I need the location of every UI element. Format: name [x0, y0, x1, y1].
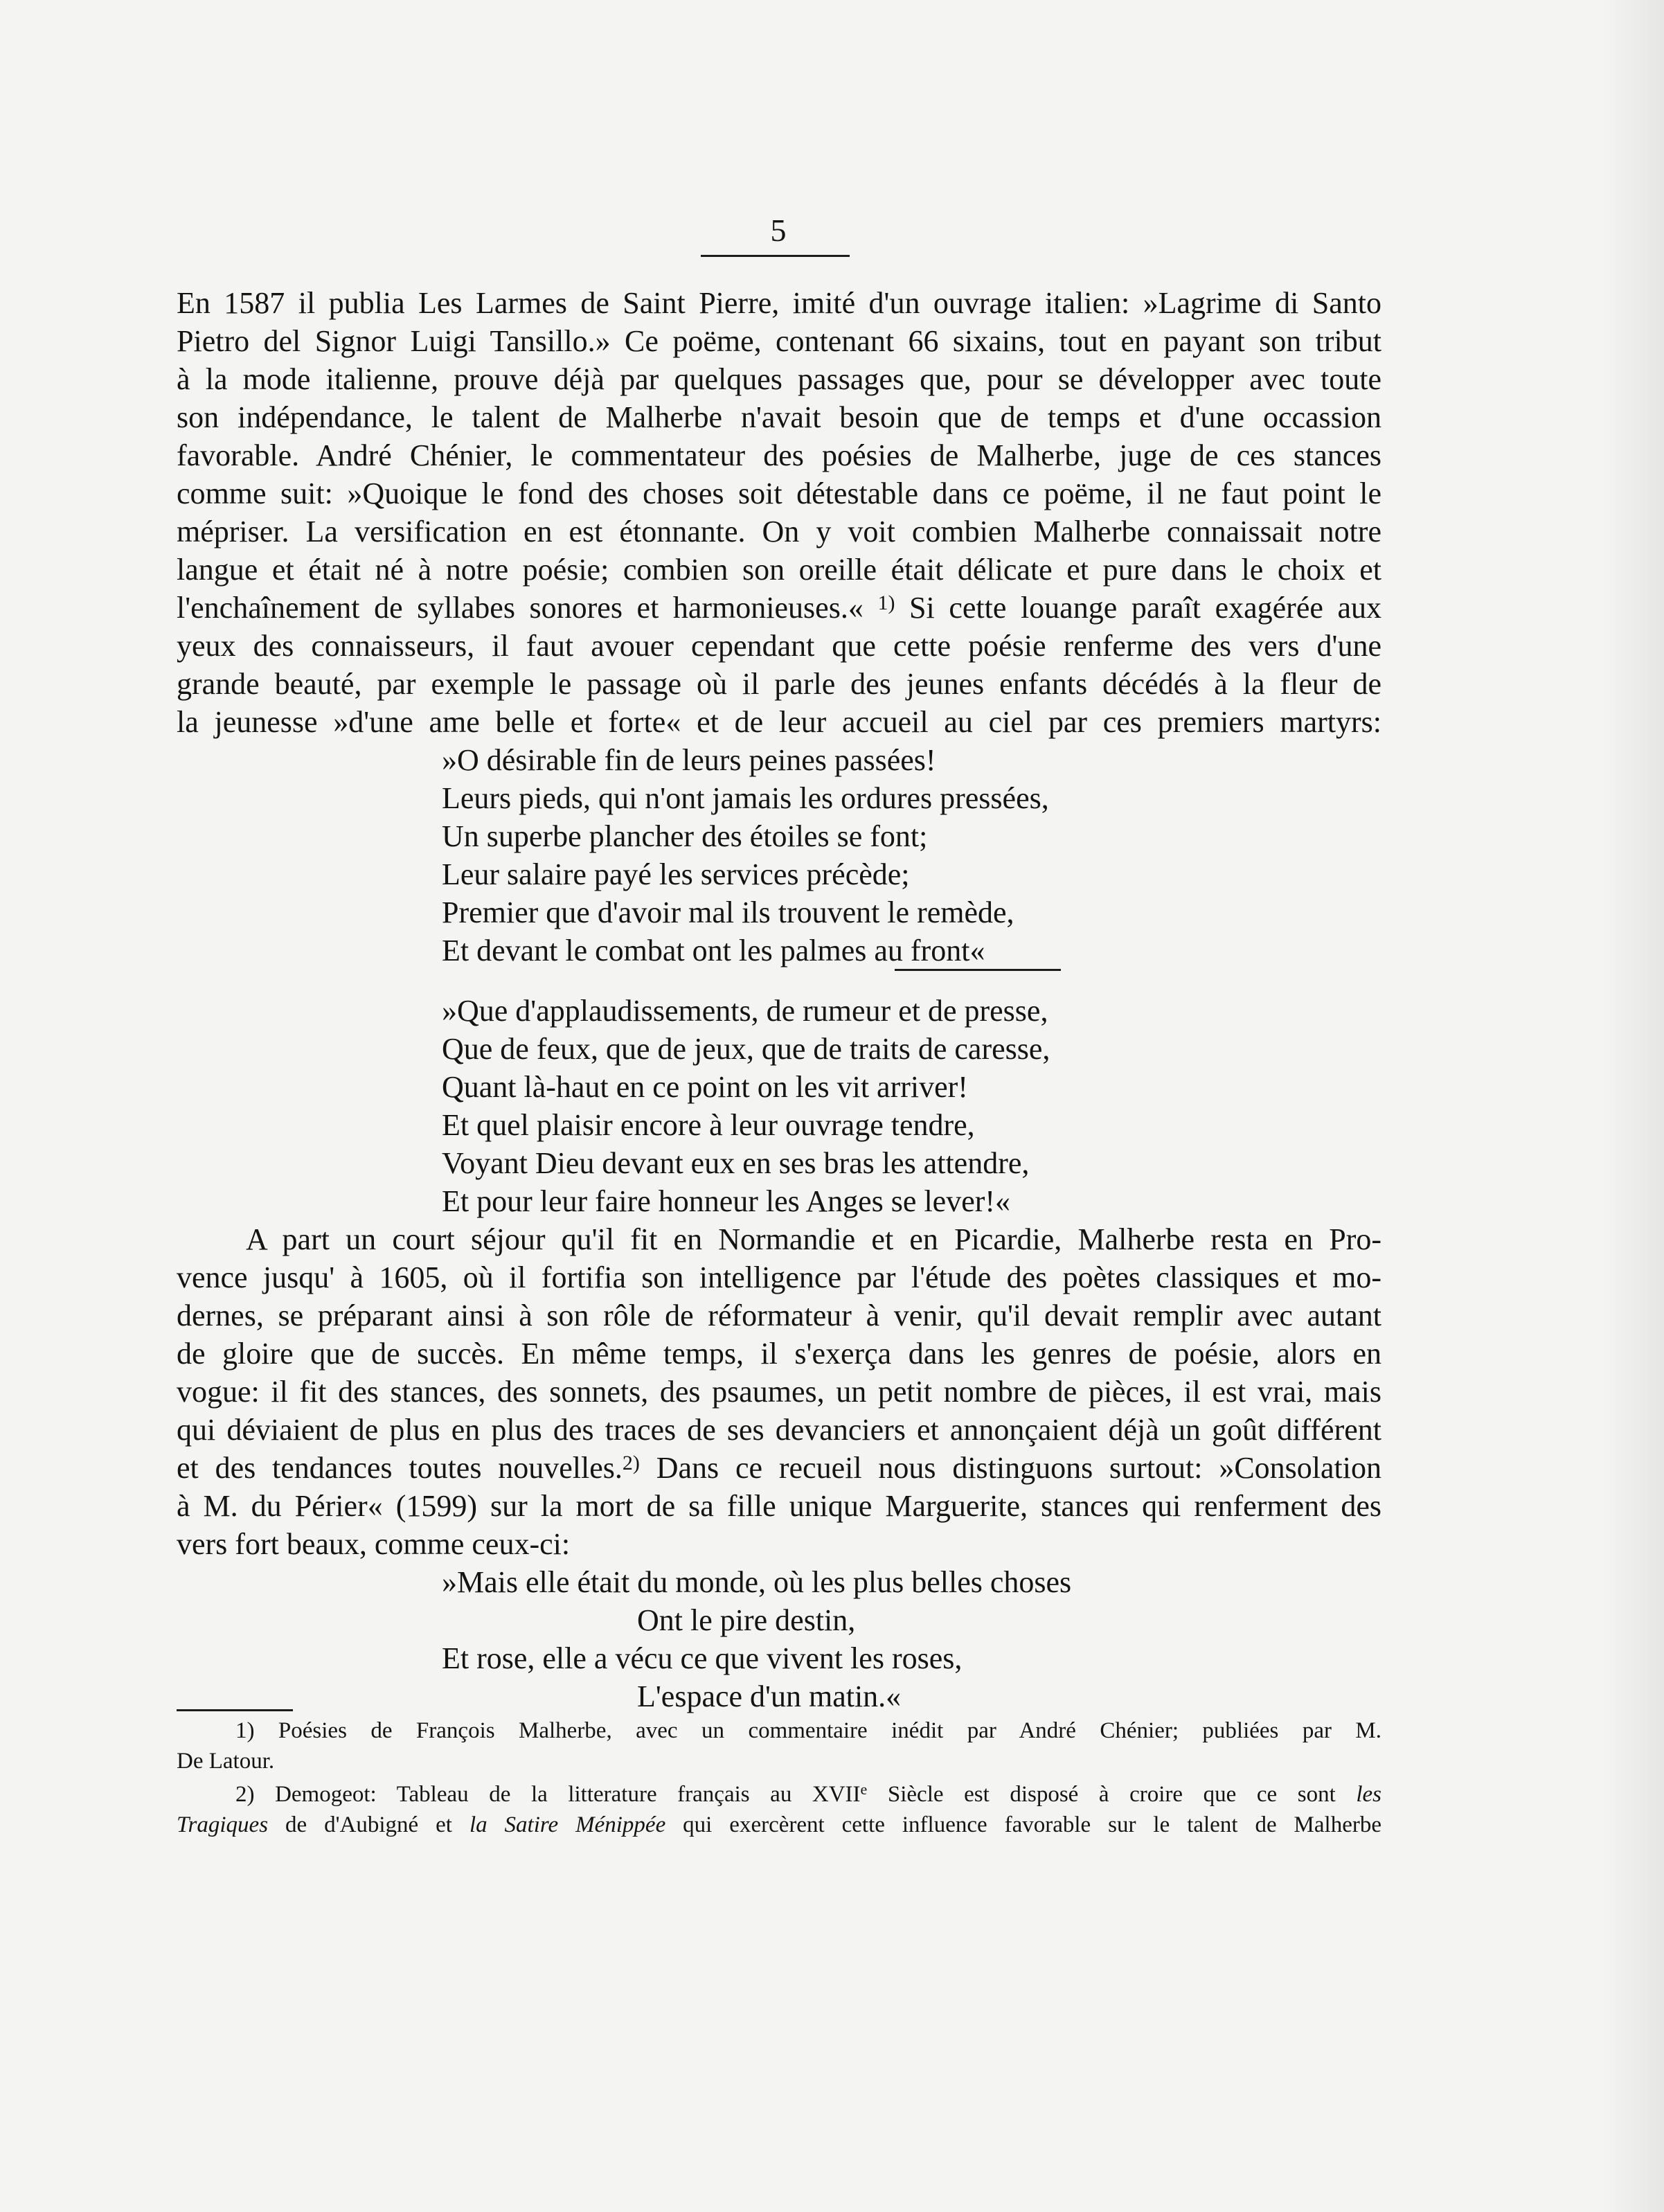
- paragraph-1-line: yeux des connaisseurs, il faut avouer cependant que cette poésie renferme des vers d'une: [177, 629, 1381, 663]
- page-edge-shadow: [1602, 0, 1664, 2212]
- paragraph-1-line: langue et était né à notre poésie; combien son oreille était délicate et pure dans le choix et: [177, 553, 1381, 587]
- footnote-2-line: [177, 1810, 1381, 1839]
- stanza-2-line: »Que d'applaudissements, de rumeur et de presse,: [442, 994, 1048, 1028]
- paragraph-1-line: favorable. André Chénier, le commentateur des poésies de Malherbe, juge de ces stances: [177, 438, 1381, 472]
- paragraph-1-line: En 1587 il publia Les Larmes de Saint Pierre, imité d'un ouvrage italien: »Lagrime di Santo: [177, 286, 1381, 320]
- footnote-1-line: De Latour.: [177, 1749, 275, 1774]
- stanza-2-line: Voyant Dieu devant eux en ses bras les attendre,: [442, 1146, 1030, 1180]
- paragraph-2-text: et des tendances toutes nouvelles.: [177, 1451, 623, 1485]
- stanza-1-line: Premier que d'avoir mal ils trouvent le remède,: [442, 895, 1014, 929]
- footnote-2-text: 2) Demogeot: Tableau de la litterature français au XVII: [235, 1782, 861, 1807]
- paragraph-1-line: mépriser. La versification en est étonnante. On y voit combien Malherbe connaissait notre: [177, 515, 1381, 548]
- paragraph-2-line: A part un court séjour qu'il fit en Normandie et en Picardie, Malherbe resta en Pro-: [246, 1222, 1381, 1256]
- footnote-1-line: 1) Poésies de François Malherbe, avec un commentaire inédit par André Chénier; publiées par M.: [235, 1718, 1381, 1743]
- footnote-rule: [177, 1709, 293, 1711]
- paragraph-1-line: la jeunesse »d'une ame belle et forte« et de leur accueil au ciel par ces premiers martyrs:: [177, 705, 1381, 739]
- paragraph-2-line: dernes, se préparant ainsi à son rôle de réformateur à venir, qu'il devait remplir avec autant: [177, 1299, 1381, 1332]
- paragraph-1-text: Si cette louange paraît exagérée aux: [895, 591, 1381, 625]
- paragraph-1-line: son indépendance, le talent de Malherbe n'avait besoin que de temps et d'une occassion: [177, 400, 1381, 434]
- page-number: 5: [770, 213, 787, 248]
- footnote-ref-1: 1): [877, 591, 895, 614]
- stanza-2-line: Que de feux, que de jeux, que de traits de caresse,: [442, 1032, 1050, 1066]
- page-number-rule: [701, 255, 850, 257]
- stanza-3-line: Ont le pire destin,: [637, 1603, 856, 1637]
- footnote-2-italic: Tragiques: [177, 1812, 269, 1837]
- footnote-ref-2: 2): [622, 1452, 640, 1474]
- paragraph-1-line: comme suit: »Quoique le fond des choses soit détestable dans ce poëme, il ne faut point le: [177, 476, 1381, 510]
- paragraph-2-line: à M. du Périer« (1599) sur la mort de sa fille unique Marguerite, stances qui renferment des: [177, 1489, 1381, 1523]
- stanza-1-line: »O désirable fin de leurs peines passées!: [442, 743, 936, 777]
- paragraph-2-text: Dans ce recueil nous distinguons surtout: »Consolation: [639, 1451, 1382, 1485]
- footnote-2-line: [235, 1780, 1381, 1809]
- footnote-2-italic: les: [1356, 1782, 1381, 1807]
- stanza-3-line: L'espace d'un matin.«: [637, 1679, 902, 1713]
- stanza-1-line: Leur salaire payé les services précède;: [442, 857, 910, 891]
- paragraph-2-line: qui déviaient de plus en plus des traces de ses devanciers et annonçaient déjà un goût différent: [177, 1413, 1381, 1447]
- stanza-3-line: Et rose, elle a vécu ce que vivent les roses,: [442, 1641, 963, 1675]
- paragraph-2-line-with-note: [177, 1450, 1381, 1487]
- footnote-2-text: qui exercèrent cette influence favorable sur le talent de Malherbe: [665, 1812, 1381, 1837]
- paragraph-2-line: de gloire que de succès. En même temps, il s'exerça dans les genres de poésie, alors en: [177, 1337, 1381, 1371]
- stanza-2-line: Et pour leur faire honneur les Anges se lever!«: [442, 1184, 1011, 1218]
- paragraph-1-text: l'enchaînement de syllabes sonores et harmonieuses.«: [177, 591, 878, 625]
- stanza-1-line: Un superbe plancher des étoiles se font;: [442, 819, 928, 853]
- paragraph-2-line: vogue: il fit des stances, des sonnets, des psaumes, un petit nombre de pièces, il est vrai, mais: [177, 1375, 1381, 1409]
- paragraph-2-line: vers fort beaux, comme ceux-ci:: [177, 1527, 571, 1561]
- paragraph-1-line: grande beauté, par exemple le passage où il parle des jeunes enfants décédés à la fleur de: [177, 667, 1381, 701]
- footnote-2-text: Siècle est disposé à croire que ce sont: [867, 1782, 1357, 1807]
- paragraph-1-line-with-note: [177, 589, 1381, 627]
- stanza-separator-rule: [895, 969, 1061, 971]
- stanza-2-line: Et quel plaisir encore à leur ouvrage tendre,: [442, 1108, 975, 1142]
- footnote-2-superscript: e: [860, 1781, 868, 1798]
- footnote-2-italic: la Satire Ménippée: [469, 1812, 666, 1837]
- footnote-2-text: de d'Aubigné et: [268, 1812, 469, 1837]
- stanza-2-line: Quant là-haut en ce point on les vit arriver!: [442, 1070, 968, 1104]
- paragraph-1-line: Pietro del Signor Luigi Tansillo.» Ce poëme, contenant 66 sixains, tout en payant son tribut: [177, 324, 1381, 358]
- stanza-3-line: »Mais elle était du monde, où les plus belles choses: [442, 1565, 1072, 1599]
- stanza-1-line: Leurs pieds, qui n'ont jamais les ordures pressées,: [442, 781, 1049, 815]
- paragraph-2-line: vence jusqu' à 1605, où il fortifia son intelligence par l'étude des poètes classiques et mo-: [177, 1260, 1381, 1294]
- paragraph-1-line: à la mode italienne, prouve déjà par quelques passages que, pour se développer avec toute: [177, 362, 1381, 396]
- stanza-1-line: Et devant le combat ont les palmes au front«: [442, 934, 985, 967]
